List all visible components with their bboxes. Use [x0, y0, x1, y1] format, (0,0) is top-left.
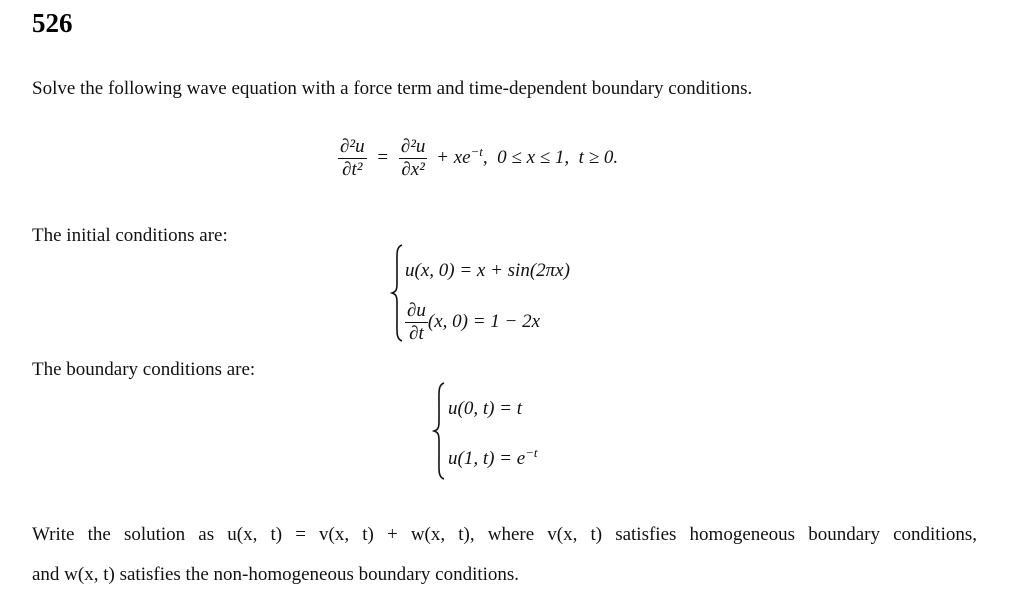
initial-conditions-brace	[390, 244, 404, 342]
boundary-condition-2	[448, 444, 538, 470]
initial-condition-2-rest: (x, 0) = 1 − 2x	[427, 311, 541, 333]
boundary-condition-2-base: u(1, t) = e	[448, 448, 526, 469]
domain-text: , 0 ≤ x ≤ 1, t ≥ 0.	[482, 147, 619, 169]
rhs-fraction	[399, 136, 428, 182]
boundary-condition-2-exponent: −t	[525, 444, 538, 460]
lhs-fraction	[338, 136, 367, 182]
initial-condition-1: u(x, 0) = x + sin(2πx)	[405, 260, 570, 281]
dt-denominator: ∂t	[409, 322, 424, 344]
lhs-numerator: ∂²u	[340, 136, 365, 157]
initial-conditions-label: The initial conditions are:	[32, 225, 228, 246]
initial-condition-2	[405, 300, 540, 346]
wave-equation	[338, 136, 618, 182]
du-dt-fraction	[405, 300, 428, 346]
lhs-denominator: ∂t²	[342, 158, 363, 180]
boundary-conditions-brace	[432, 382, 446, 480]
equals-sign: =	[377, 147, 389, 169]
du-numerator: ∂u	[407, 300, 426, 321]
problem-number: 526	[32, 8, 73, 38]
closing-text-line-1: Write the solution as u(x, t) = v(x, t) + w(x, t), where v(x, t) satisfies homogeneous boundary conditions,	[32, 524, 977, 545]
force-term: + xe	[436, 147, 471, 169]
rhs-denominator: ∂x²	[401, 158, 425, 180]
force-exponent: −t	[470, 144, 483, 160]
intro-text: Solve the following wave equation with a force term and time-dependent boundary conditions.	[32, 78, 753, 99]
boundary-conditions-label: The boundary conditions are:	[32, 359, 256, 380]
boundary-condition-1: u(0, t) = t	[448, 398, 523, 419]
rhs-numerator: ∂²u	[400, 136, 426, 157]
closing-text-line-2: and w(x, t) satisfies the non-homogeneous boundary conditions.	[32, 564, 520, 585]
